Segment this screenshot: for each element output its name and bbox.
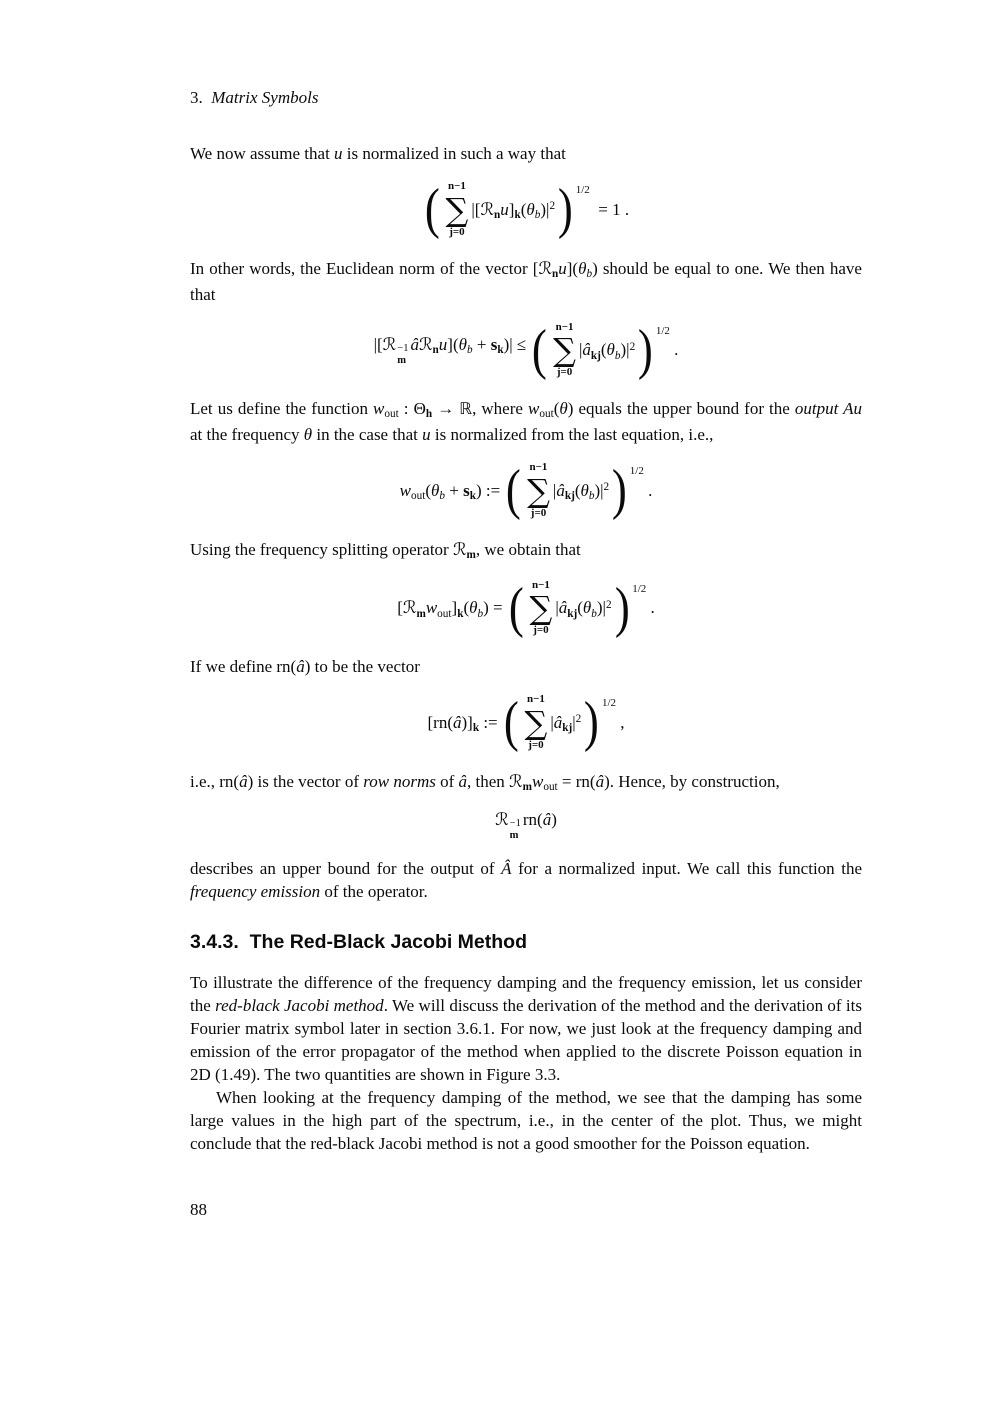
equation-body: ℛ −1 m rn(â) [495,809,557,841]
summation-symbol [525,693,548,753]
equation-body: $|âkj|^2$ [550,712,582,735]
exponent: 1/2 [575,184,590,197]
paragraph: In other words, the Euclidean norm of the vector [ℛnu](θb) should be equal to one. We then have that [190,258,862,304]
equation-rhs: . [646,598,655,618]
equation-body: $|[ℛnu]k(\theta b)|^2$ [471,199,556,222]
equation-rhs: = 1 . [589,199,630,219]
sum-lower-limit: j=0 [556,366,573,379]
display-equation-1 [190,180,862,240]
equation-lhs: |[ℛ −1 m âℛnu](θb + sk)| ≤ [373,334,531,366]
summation-symbol [553,321,576,381]
exponent: 1/2 [601,697,616,710]
right-paren-icon: ) 1/2 [557,178,590,241]
sum-upper-limit: n−1 [527,693,545,705]
display-equation-2 [190,318,862,381]
sigma-icon: ∑ [524,703,548,742]
right-paren-icon: ) 1/2 [584,691,616,754]
exponent: 1/2 [629,465,644,478]
equation-lhs: [ℛmwout]k(θb) = [397,598,507,620]
sigma-icon: ∑ [527,471,550,510]
equation-body: $|âkj(\theta b)|^2$ [555,598,612,620]
running-header: 3. Matrix Symbols [190,88,319,107]
summation-symbol [446,180,469,240]
exponent: 1/2 [632,582,647,595]
left-paren-icon: ( [508,576,524,639]
right-paren-icon: ) 1/2 [614,576,647,639]
left-paren-icon: ( [532,318,548,381]
summation-symbol [529,579,552,639]
paragraph: To illustrate the difference of the frequency damping and the frequency emission, let us consider the red-black Jacobi method. We will discuss the derivation of the method and the derivation of its Fourier matrix symbol later in section 3.6.1. For now, we just look at the frequency damping and emission of the error propagator of the method when applied to the discrete Poisson equation in 2D (1.49). The two quantities are shown in Figure 3.3. [190,972,862,1084]
paragraph: Let us define the function wout : Θh → ℝ, where wout(θ) equals the upper bound for the output Au at the frequency θ in the case that u is normalized from the last equation, i.e., [190,399,863,444]
sigma-icon: ∑ [445,190,469,229]
sum-lower-limit: j=0 [528,738,544,751]
sum-lower-limit: j=0 [533,624,549,637]
equation-rhs: . [643,480,653,500]
sum-upper-limit: n−1 [555,320,574,333]
page-number: 88 [190,1200,207,1219]
sigma-icon: ∑ [529,589,553,628]
sum-upper-limit: n−1 [529,461,548,473]
display-equation-6 [190,810,862,841]
exponent: 1/2 [655,324,670,337]
sigma-icon: ∑ [553,331,576,370]
summation-symbol [527,461,550,521]
paragraph: Using the frequency splitting operator ℛm, we obtain that [190,539,581,561]
display-equation-5 [190,693,862,753]
left-paren-icon: ( [503,691,519,754]
page-content [190,88,862,1155]
paragraph: i.e., rn(â) is the vector of row norms of â, then ℛmwout = rn(â). Hence, by construction, [190,771,780,793]
sum-lower-limit: j=0 [449,225,465,238]
equation-lhs: [rn(â)]k := [427,712,502,735]
paragraph: When looking at the frequency damping of the method, we see that the damping has some large values in the high part of the spectrum, i.e., in the center of the plot. Thus, we might conclude that the red-black Jacobi method is not a good smoother for the Poisson equation. [190,1087,862,1153]
paragraph: We now assume that u is normalized in such a way that [190,144,566,163]
equation-rhs: . [669,340,679,360]
equation-lhs: wout(θb + sk) := [399,480,505,503]
left-paren-icon: ( [506,459,522,522]
section-heading: 3.4.3. The Red-Black Jacobi Method [190,930,528,953]
equation-rhs: , [616,712,625,732]
equation-body: $|âkj(\theta b)|^2$ [578,340,636,362]
paragraph: If we define rn(â) to be the vector [190,657,420,676]
right-paren-icon: ) 1/2 [638,318,670,381]
right-paren-icon: ) 1/2 [612,459,644,522]
paragraph: describes an upper bound for the output of Â for a normalized input. We call this function the frequency emission of the operator. [190,858,862,901]
equation-body: $|âkj(\theta b)|^2$ [552,480,610,503]
sum-lower-limit: j=0 [530,506,547,519]
sum-upper-limit: n−1 [531,578,550,591]
display-equation-3 [190,461,862,521]
display-equation-4 [190,576,862,639]
sum-upper-limit: n−1 [448,180,466,192]
left-paren-icon: ( [424,178,440,241]
